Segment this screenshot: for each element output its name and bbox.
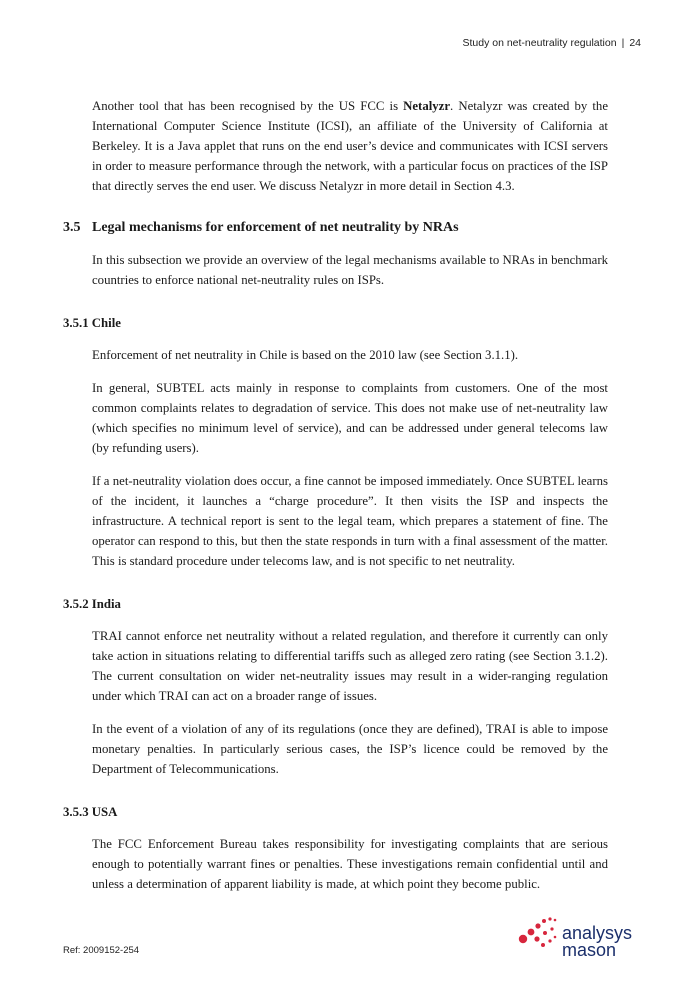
paragraph-india-1: TRAI cannot enforce net neutrality without a related regulation, and therefore it currently can only take action in situations relating to differential tariffs such as alleged zero rating (see Section 3.1.2). The current consultation on wider net-neutrality issues may result in a wider-ranging regulation under which TRAI can act on a broader range of issues.: [92, 629, 608, 703]
section-title: Legal mechanisms for enforcement of net neutrality by NRAs: [92, 220, 459, 235]
page-number: 24: [629, 37, 641, 49]
paragraph-chile-3: If a net-neutrality violation does occur, a fine cannot be imposed immediately. Once SUBTEL learns of the incident, it launches a “charge procedure”. It then visits the ISP and inspects the infrastructure. A technical report is sent to the legal team, which prepares a statement of fine. The operator can respond to this, but then the state responds in turn with a final assessment of the matter. This is standard procedure under telecoms law, and is not specific to net neutrality.: [92, 474, 608, 568]
analysys-mason-logo: [512, 912, 652, 962]
paragraph-netalyzr: [92, 96, 608, 196]
paragraph-chile-2: In general, SUBTEL acts mainly in response to complaints from customers. One of the most common complaints relates to degradation of service. This does not make use of net-neutrality law (which specifies no minimum level of service), and can be addressed under general telecoms law (by refunding users).: [92, 381, 608, 455]
running-header: [462, 37, 641, 49]
section-heading-3-5: [63, 218, 608, 238]
section-number: 3.5: [63, 220, 81, 235]
paragraph-usa-1: The FCC Enforcement Bureau takes responsibility for investigating complaints that are serious enough to potentially warrant fines or penalties. These investigations remain confidential until and unless a determination of apparent liability is made, at which point they become public.: [92, 837, 608, 891]
logo-text-mason: mason: [562, 940, 617, 960]
footer-reference: Ref: 2009152-254: [63, 945, 140, 956]
paragraph-text: . Netalyzr was created by the International Computer Science Institute (ICSI), an affiliate of the University of California at Berkeley. It is a Java applet that runs on the end user’s device and communicates with ICSI servers in order to measure performance through the network, with a particular focus on practices of the ISP that directly serves the end user. We discuss Netalyzr in more detail in Section 4.3.: [92, 99, 608, 193]
paragraph-india-2: In the event of a violation of any of its regulations (once they are defined), TRAI is able to impose monetary penalties. In particularly serious cases, the ISP’s licence could be removed by the Department of Telecommunications.: [92, 722, 608, 776]
logo-text-analysys: analysys: [562, 923, 633, 943]
paragraph-chile-1: Enforcement of net neutrality in Chile is based on the 2010 law (see Section 3.1.1).: [92, 348, 519, 362]
subsection-heading-chile: 3.5.1 Chile: [63, 316, 121, 330]
subsection-heading-india: 3.5.2 India: [63, 597, 121, 611]
page-body: [63, 96, 608, 907]
header-separator: |: [621, 37, 625, 49]
header-title: Study on net-neutrality regulation: [462, 37, 617, 49]
subsection-heading-usa: 3.5.3 USA: [63, 805, 118, 819]
bold-term-netalyzr: Netalyzr: [403, 99, 451, 113]
paragraph-overview: In this subsection we provide an overview of the legal mechanisms available to NRAs in benchmark countries to enforce national net-neutrality rules on ISPs.: [92, 253, 608, 287]
paragraph-text: Another tool that has been recognised by the US FCC is: [92, 99, 404, 113]
logo-dots-icon: [512, 912, 562, 962]
